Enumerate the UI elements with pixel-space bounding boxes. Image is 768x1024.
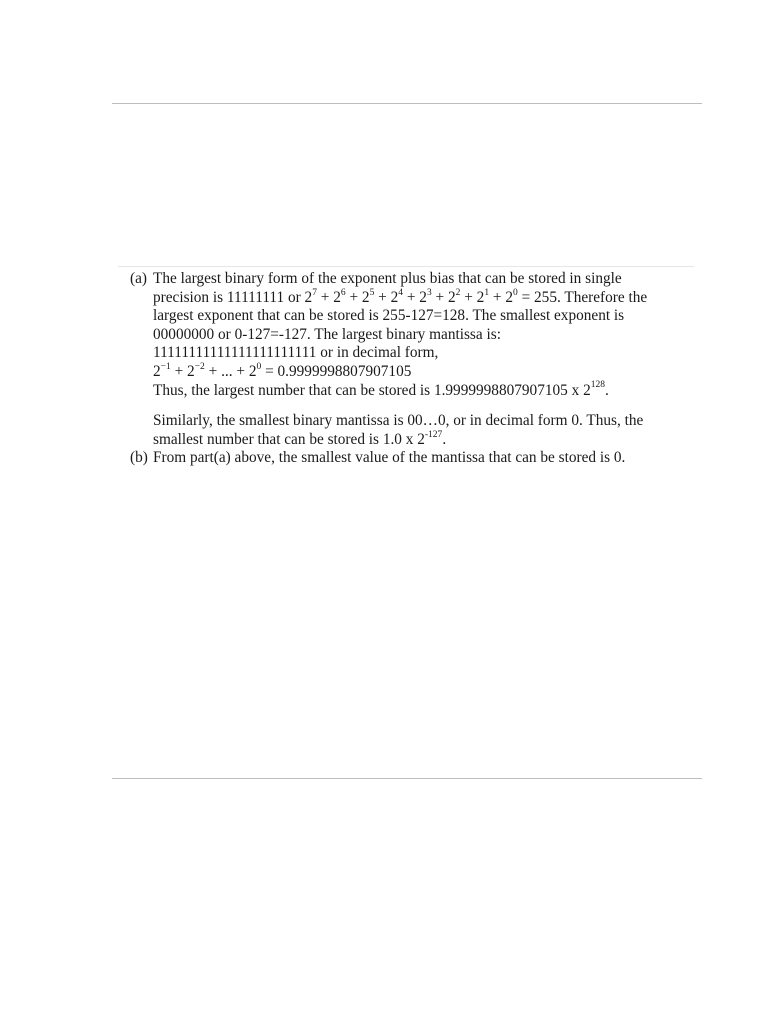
power-term-exp: 7 [312, 287, 317, 298]
power-term-exp: 3 [426, 287, 432, 298]
part-a-line-8: Similarly, the smallest binary mantissa is 00…0, or in decimal form 0. Thus, the [153, 412, 644, 430]
series-term-1-base: 2 [153, 362, 161, 380]
series-plus: + [170, 362, 188, 380]
power-term-base: 2 [361, 288, 370, 306]
series-term-1-exp: −1 [160, 361, 171, 372]
power-term-exp: 5 [369, 287, 375, 298]
part-b [118, 449, 694, 468]
series-result: = 0.9999998807907105 [261, 362, 412, 380]
power-term-exp: 4 [398, 287, 403, 298]
series-term-2-base: 2 [187, 362, 195, 380]
series-term-3-base: 2 [248, 362, 257, 380]
series-term-3-exp: 0 [256, 361, 262, 372]
power-term-base: 2 [390, 288, 399, 306]
power-term-base: 2 [304, 288, 313, 306]
powers-plus: + [316, 288, 334, 306]
powers-plus: + [374, 288, 391, 306]
part-a-line-2 [153, 289, 694, 308]
power-term-exp: 6 [340, 287, 346, 298]
precision-text: precision is 11111111 or [153, 288, 305, 306]
powers-plus: + [489, 288, 506, 306]
part-a-line-5: 11111111111111111111111 or in decimal form, [153, 344, 439, 362]
series-ellipsis: + ... + [204, 362, 249, 380]
therefore-text: . Therefore the [556, 288, 648, 306]
paragraph-gap [153, 400, 694, 412]
power-term-base: 2 [505, 288, 513, 306]
powers-plus: + [431, 288, 448, 306]
smallest-number-exp: -127 [424, 429, 443, 440]
part-a-line-4: 00000000 or 0-127=-127. The largest binary mantissa is: [153, 325, 501, 343]
part-b-line-1: From part(a) above, the smallest value of the mantissa that can be stored is 0. [153, 449, 626, 467]
sum-result: = 255 [517, 288, 557, 306]
power-term-base: 2 [476, 288, 485, 306]
part-a-line-1: The largest binary form of the exponent plus bias that can be stored in single [153, 270, 622, 287]
power-term-base: 2 [447, 288, 456, 306]
mantissa-series [153, 363, 694, 382]
smallest-number-text: smallest number that can be stored is 1.0 x 2 [153, 430, 425, 448]
answer-excerpt [118, 266, 694, 484]
largest-number-exp: 128 [590, 380, 605, 391]
part-a [118, 270, 694, 449]
power-term-base: 2 [419, 288, 427, 306]
power-term-base: 2 [333, 288, 341, 306]
power-term-exp: 1 [484, 287, 490, 298]
powers-plus: + [460, 288, 477, 306]
part-a-line-3: largest exponent that can be stored is 255-127=128. The smallest exponent is [153, 307, 625, 325]
powers-plus: + [403, 288, 420, 306]
part-a-marker: (a) [130, 270, 147, 287]
power-term-exp: 2 [455, 287, 461, 298]
series-term-2-exp: −2 [194, 361, 205, 372]
bottom-divider [112, 778, 702, 779]
powers-of-two-sum [305, 289, 518, 306]
smallest-number-period: . [442, 430, 447, 448]
part-b-marker: (b) [130, 449, 148, 467]
top-divider [112, 103, 702, 104]
powers-plus: + [345, 288, 362, 306]
largest-number-text: Thus, the largest number that can be stored is 1.9999998807907105 x 2 [153, 381, 591, 399]
part-a-line-7 [153, 382, 694, 401]
part-a-line-9 [153, 431, 694, 450]
largest-number-period: . [604, 381, 609, 399]
power-term-exp: 0 [513, 287, 518, 298]
